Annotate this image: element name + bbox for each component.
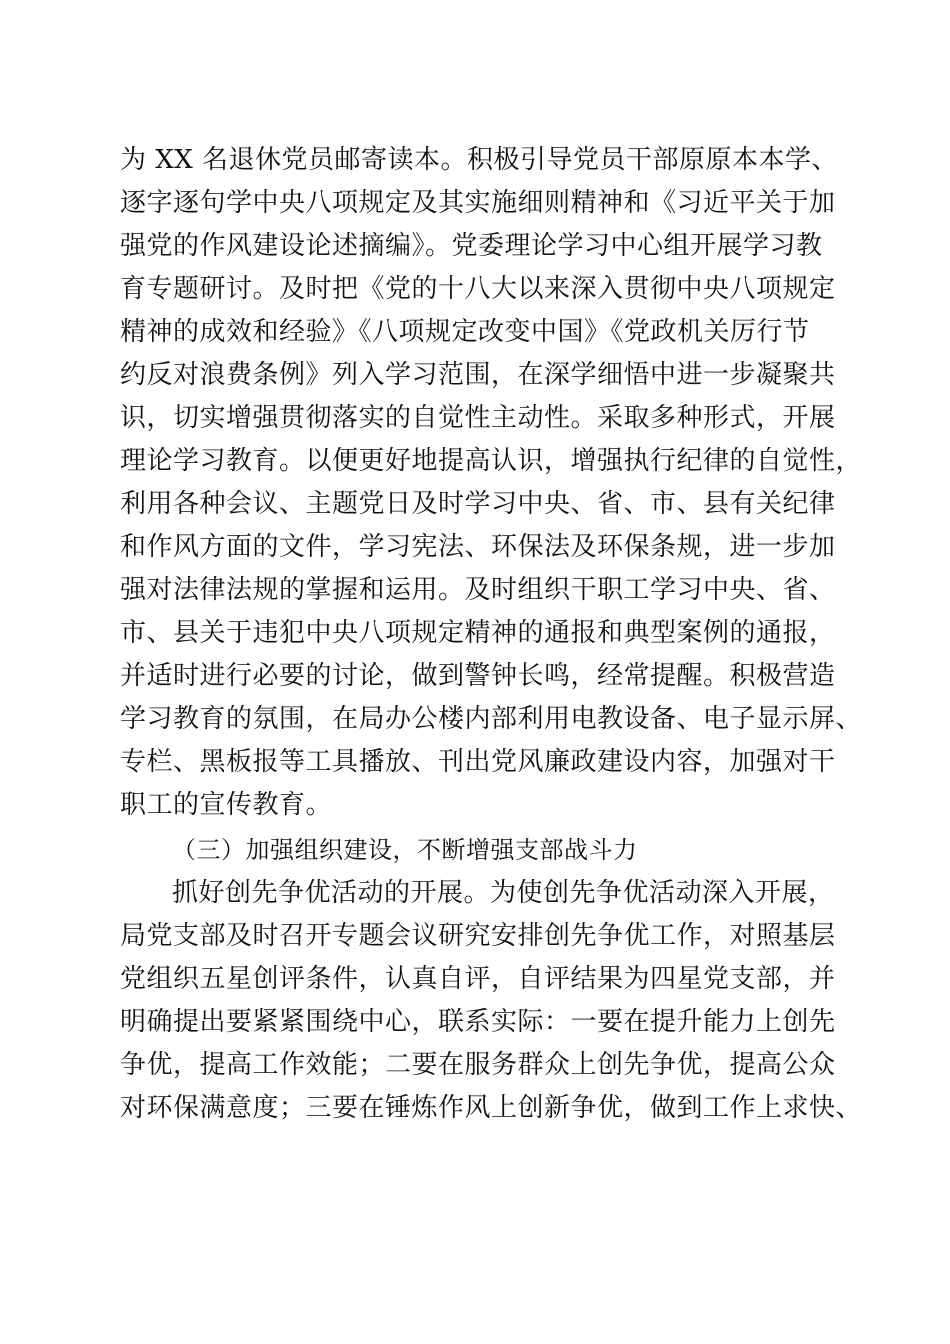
text-line-10: 和作风方面的文件，学习宪法、环保法及环保条规，进一步加 [120, 532, 836, 562]
text-line-6: 约反对浪费条例》列入学习范围，在深学细悟中进一步凝聚共 [120, 360, 836, 390]
text-line-13: 并适时进行必要的讨论，做到警钟长鸣，经常提醒。积极营造 [120, 661, 836, 691]
section-heading: （三）加强组织建设，不断增强支部战斗力 [172, 836, 638, 864]
text-line-2: 逐字逐句学中央八项规定及其实施细则精神和《习近平关于加 [120, 188, 836, 218]
paragraph-start-line: 抓好创先争优活动的开展。为使创先争优活动深入开展， [172, 878, 835, 908]
text-line-4: 育专题研讨。及时把《党的十八大以来深入贯彻中央八项规定 [120, 274, 836, 304]
text-line-8: 理论学习教育。以便更好地提高认识，增强执行纪律的自觉性， [120, 446, 863, 476]
text-line-15: 专栏、黑板报等工具播放、刊出党风廉政建设内容，加强对干 [120, 747, 836, 777]
text-line-14: 学习教育的氛围，在局办公楼内部利用电教设备、电子显示屏、 [120, 704, 863, 734]
text-line-5: 精神的成效和经验》《八项规定改变中国》《党政机关厉行节 [120, 317, 810, 347]
text-line-19: 局党支部及时召开专题会议研究安排创先争优工作，对照基层 [120, 921, 836, 951]
text-line-20: 党组织五星创评条件，认真自评，自评结果为四星党支部，并 [120, 964, 836, 994]
text-line-9: 利用各种会议、主题党日及时学习中央、省、市、县有关纪律 [120, 489, 836, 519]
text-line-23: 对环保满意度；三要在锤炼作风上创新争优，做到工作上求快、 [120, 1093, 863, 1123]
text-line-3: 强党的作风建设论述摘编》。党委理论学习中心组开展学习教 [120, 231, 823, 261]
text-line-7: 识，切实增强贯彻落实的自觉性主动性。采取多种形式，开展 [120, 403, 836, 433]
text-line-12: 市、县关于违犯中央八项规定精神的通报和典型案例的通报， [120, 618, 836, 648]
text-line-22: 争优，提高工作效能；二要在服务群众上创先争优，提高公众 [120, 1050, 836, 1080]
text-line-16: 职工的宣传教育。 [120, 790, 333, 820]
text-line-21: 明确提出要紧紧围绕中心，联系实际：一要在提升能力上创先 [120, 1007, 836, 1037]
text-line-11: 强对法律法规的掌握和运用。及时组织干职工学习中央、省、 [120, 575, 836, 605]
text-line-1: 为 XX 名退休党员邮寄读本。积极引导党员干部原原本本学、 [120, 145, 839, 175]
